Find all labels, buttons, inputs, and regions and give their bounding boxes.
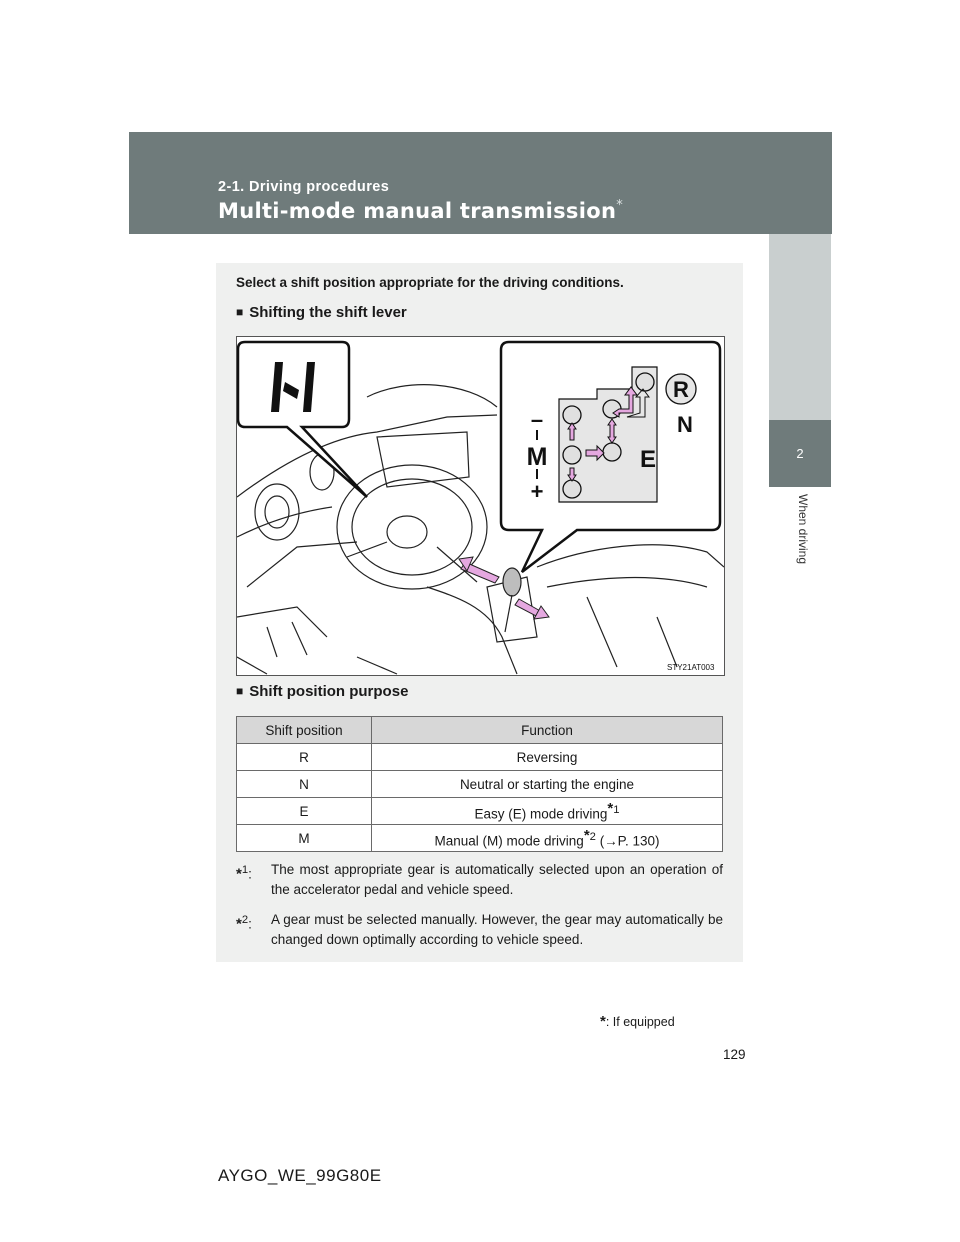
gate-m-label: M [526,443,548,471]
shift-position-table [236,716,723,852]
purpose-heading-text: Shift position purpose [249,683,409,700]
cell-position: N [237,771,372,798]
chapter-tab [769,420,831,487]
gate-r-letter: R [673,377,689,402]
if-equipped-note [600,1013,675,1030]
function-text: Neutral or starting the engine [459,776,635,792]
function-text: Manual (M) mode driving [434,833,584,849]
footnote-ref-number: 2 [589,831,596,844]
square-bullet-icon: ■ [236,684,244,698]
table-row [237,744,723,771]
section-label: 2-1. Driving procedures [218,179,390,195]
page-reference-link[interactable]: (→P. 130) [595,833,660,849]
dashboard-illustration [237,337,724,675]
intro-text: Select a shift position appropriate for the driving conditions. [236,275,624,290]
asterisk-icon: * [600,1013,606,1030]
table-header-row [237,717,723,744]
footnote-ref [607,800,620,818]
gate-minus-label: – [530,407,544,432]
chapter-side-strip [769,234,831,420]
document-code: AYGO_WE_99G80E [218,1166,382,1185]
cell-position: M [237,825,372,852]
chapter-number: 2 [796,446,804,461]
footnote-number: 2 [241,914,249,926]
footnote-ref [583,827,596,845]
col-header-function: Function [372,717,723,744]
cell-function [372,771,723,798]
asterisk-icon: * [583,827,590,845]
page-title [218,198,623,223]
table-row [237,825,723,852]
figure-code: STY21AT003 [667,663,715,672]
square-bullet-icon: ■ [236,305,244,319]
footnote-number: 1 [241,864,249,876]
purpose-heading [236,683,408,700]
page-number: 129 [723,1047,746,1062]
table-row [237,771,723,798]
cell-function [372,744,723,771]
cell-function [372,798,723,825]
gate-n-label: N [677,412,693,437]
chapter-title: When driving [796,494,810,565]
shifting-heading-text: Shifting the shift lever [249,304,407,321]
footnote-mark: *$^2$: [236,914,252,933]
footnote-text: A gear must be selected manually. However, the gear may automatically be changed down optimally according to vehicle speed. [271,912,723,947]
col-header-position: Shift position [237,717,372,744]
footnote-2 [236,910,723,950]
footnote-text: The most appropriate gear is automatically selected upon an operation of the accelerator pedal and vehicle speed. [271,862,723,897]
footnote-1 [236,860,723,900]
cell-function [372,825,723,852]
equipped-mark: * [616,198,624,213]
table-row [237,798,723,825]
if-equipped-text: : If equipped [605,1015,675,1029]
display-callout [238,342,367,497]
gate-plus-label: + [530,479,544,504]
asterisk-icon: * [236,915,242,933]
shift-lever-figure [236,336,725,676]
gate-e-label: E [639,446,657,473]
shifting-heading [236,304,407,321]
function-text: Reversing [516,749,578,765]
function-text: Easy (E) mode driving [474,806,608,822]
footnote-mark: *$^1$: [236,864,252,883]
asterisk-icon: * [236,865,242,883]
page-title-text: Multi-mode manual transmission [218,199,617,223]
cell-position: R [237,744,372,771]
cell-position: E [237,798,372,825]
footnote-ref-number: 1 [613,804,620,817]
asterisk-icon: * [607,800,614,818]
